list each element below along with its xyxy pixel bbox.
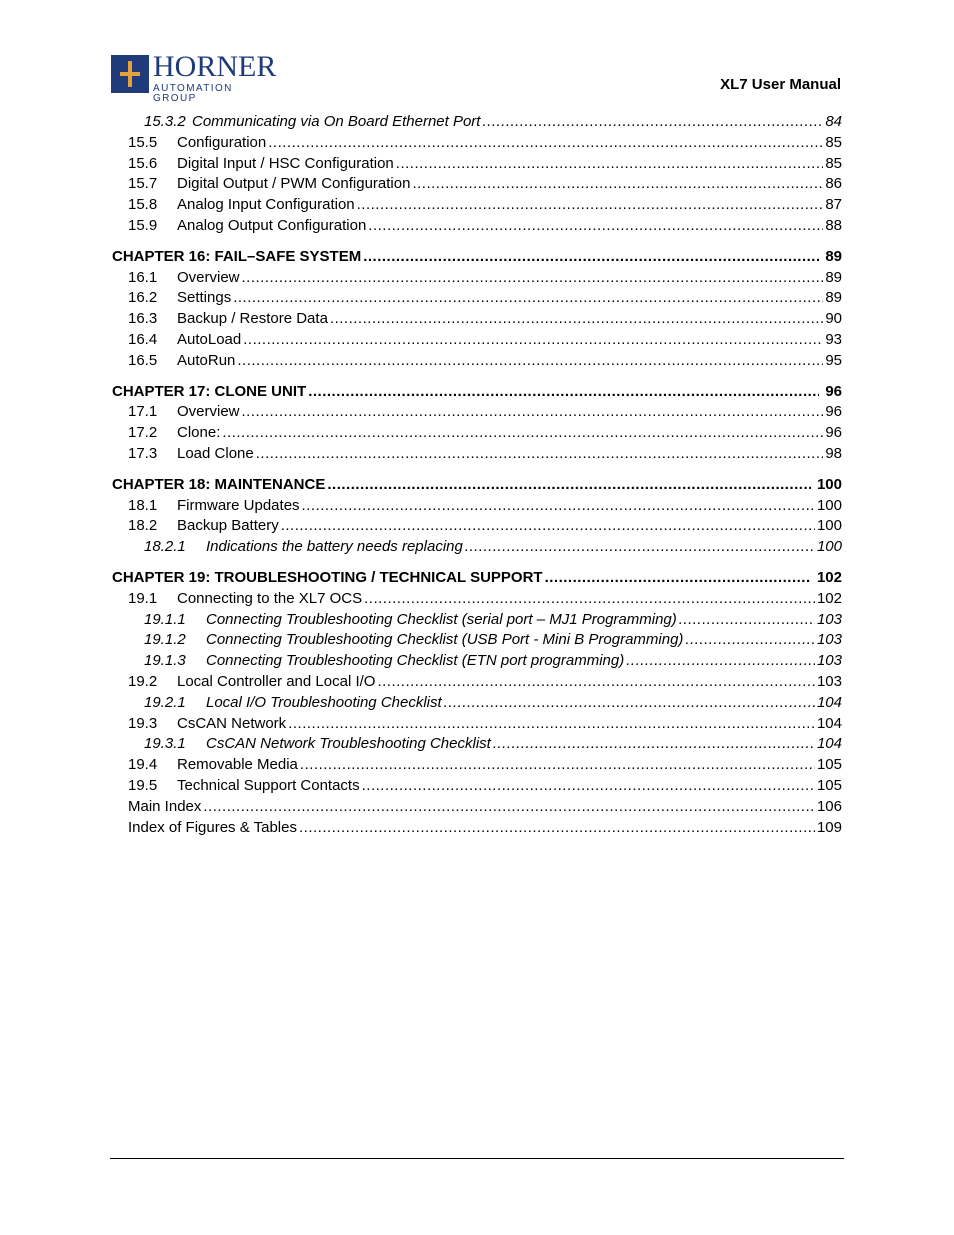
toc-entry[interactable] [112,818,842,839]
toc-page-number: 93 [825,330,842,348]
toc-page-number: 89 [825,289,842,307]
toc-entry-title: CHAPTER 17: CLONE UNIT [112,382,307,400]
toc-entry-number: 17.3 [128,444,158,462]
toc-entry[interactable] [112,330,842,351]
toc-entry-title: Indications the battery needs replacing [206,538,463,556]
toc-entry-title: Backup / Restore Data [177,310,328,328]
toc-entry[interactable] [112,475,842,496]
toc-entry[interactable] [112,537,842,558]
toc-entry[interactable] [112,216,842,237]
toc-entry-number: 17.1 [128,403,158,421]
toc-dot-leader [679,610,815,631]
toc-page-number: 109 [816,818,842,836]
toc-page-number: 106 [816,797,842,815]
toc-page-number: 103 [816,631,842,649]
toc-entry[interactable] [112,195,842,216]
toc-entry-number: 16.4 [128,330,158,348]
toc-entry[interactable] [112,516,842,537]
toc-entry-title: AutoRun [177,351,236,369]
toc-entry-title: CsCAN Network [177,714,287,732]
toc-entry-title: Backup Battery [177,517,279,535]
toc-entry-title: Technical Support Contacts [177,776,360,794]
toc-dot-leader [330,309,823,330]
toc-dot-leader [363,247,819,268]
toc-entry[interactable] [112,755,842,776]
toc-dot-leader [237,351,823,372]
toc-entry[interactable] [112,268,842,289]
toc-dot-leader [685,630,815,651]
toc-entry[interactable] [112,714,842,735]
toc-entry[interactable] [112,444,842,465]
toc-page-number: 86 [825,175,842,193]
toc-entry[interactable] [112,133,842,154]
toc-entry-number: 15.7 [128,175,158,193]
toc-page-number: 102 [816,568,842,586]
footer-divider [110,1158,844,1159]
toc-entry[interactable] [112,382,842,403]
toc-dot-leader [222,423,823,444]
toc-entry-number: 17.2 [128,424,158,442]
toc-entry-title: Connecting to the XL7 OCS [177,589,363,607]
horner-logo [111,50,277,104]
toc-entry-title: CsCAN Network Troubleshooting Checklist [206,735,491,753]
toc-entry-title: Analog Output Configuration [177,216,367,234]
toc-page-number: 105 [816,756,842,774]
toc-page-number: 104 [816,693,842,711]
toc-dot-leader [412,174,823,195]
toc-page-number: 100 [816,517,842,535]
toc-entry[interactable] [112,651,842,672]
toc-entry-number: 18.1 [128,496,158,514]
toc-page-number: 95 [825,351,842,369]
toc-entry-title: Overview [177,403,240,421]
toc-dot-leader [626,651,815,672]
toc-entry-number: 15.3.2 [144,113,186,130]
toc-page-number: 89 [825,247,842,265]
toc-page-number: 88 [825,216,842,234]
toc-entry-number: 19.3.1 [144,735,186,753]
toc-entry-title: Load Clone [177,444,254,462]
toc-entry[interactable] [112,154,842,175]
toc-entry-number: 19.1.3 [144,652,186,670]
toc-entry-number: 19.1 [128,589,158,607]
toc-entry[interactable] [112,734,842,755]
toc-entry[interactable] [112,351,842,372]
toc-dot-leader [545,568,811,589]
logo-mark-icon [111,55,149,93]
toc-entry-title: Index of Figures & Tables [128,818,297,836]
toc-page-number: 104 [816,735,842,753]
toc-dot-leader [242,268,824,289]
toc-dot-leader [465,537,815,558]
toc-entry-title: Clone: [177,424,221,442]
toc-entry-title: Removable Media [177,756,298,774]
toc-entry-title: Digital Input / HSC Configuration [177,154,394,172]
toc-dot-leader [302,496,815,517]
toc-entry[interactable] [112,568,842,589]
toc-dot-leader [368,216,823,237]
toc-entry-number: 18.2.1 [144,538,186,556]
toc-dot-leader [299,818,815,839]
toc-entry-title: Overview [177,268,240,286]
toc-dot-leader [482,112,823,133]
toc-entry-title: Communicating via On Board Ethernet Port [192,113,481,130]
toc-page-number: 85 [825,133,842,151]
toc-page-number: 102 [816,589,842,607]
toc-dot-leader [268,133,823,154]
toc-page-number: 84 [825,113,842,130]
toc-dot-leader [362,776,815,797]
toc-dot-leader [357,195,824,216]
toc-entry-number: 16.5 [128,351,158,369]
toc-dot-leader [327,475,811,496]
toc-dot-leader [243,330,823,351]
toc-entry-number: 15.9 [128,216,158,234]
toc-page-number: 96 [825,382,842,400]
toc-page-number: 100 [816,475,842,493]
logo-subtitle: AUTOMATION GROUP [153,83,233,104]
toc-entry-title: Digital Output / PWM Configuration [177,175,411,193]
toc-page-number: 104 [816,714,842,732]
toc-entry-title: CHAPTER 16: FAIL–SAFE SYSTEM [112,247,362,265]
toc-entry[interactable] [112,797,842,818]
toc-dot-leader [281,516,815,537]
toc-page-number: 100 [816,538,842,556]
toc-entry[interactable] [112,693,842,714]
toc-entry[interactable] [112,496,842,517]
toc-dot-leader [444,693,815,714]
toc-entry-number: 18.2 [128,517,158,535]
toc-entry[interactable] [112,776,842,797]
toc-page-number: 100 [816,496,842,514]
toc-entry-number: 19.1.2 [144,631,186,649]
toc-entry-title: Firmware Updates [177,496,300,514]
toc-entry-title: CHAPTER 19: TROUBLESHOOTING / TECHNICAL SUPPORT [112,568,543,586]
table-of-contents [112,112,842,838]
toc-dot-leader [288,714,815,735]
toc-entry-number: 19.3 [128,714,158,732]
toc-entry-title: AutoLoad [177,330,242,348]
toc-dot-leader [377,672,815,693]
logo-wordmark: HORNER [153,50,277,83]
toc-dot-leader [233,288,823,309]
toc-entry-number: 19.1.1 [144,610,186,628]
toc-page-number: 89 [825,268,842,286]
toc-entry-title: Local I/O Troubleshooting Checklist [206,693,442,711]
toc-dot-leader [256,444,824,465]
toc-entry-number: 16.3 [128,310,158,328]
toc-dot-leader [493,734,815,755]
toc-dot-leader [364,589,815,610]
toc-entry-title: Analog Input Configuration [177,196,355,214]
toc-dot-leader [203,797,815,818]
toc-entry[interactable] [112,309,842,330]
toc-entry-title: Connecting Troubleshooting Checklist (USB Port - Mini B Programming) [206,631,684,649]
toc-entry-number: 19.2 [128,672,158,690]
toc-entry-number: 15.6 [128,154,158,172]
toc-dot-leader [300,755,815,776]
toc-page-number: 105 [816,776,842,794]
toc-page-number: 103 [816,610,842,628]
toc-entry-title: Connecting Troubleshooting Checklist (ETN port programming) [206,652,625,670]
toc-entry[interactable] [112,174,842,195]
toc-entry[interactable] [112,672,842,693]
toc-page-number: 103 [816,672,842,690]
toc-entry[interactable] [112,423,842,444]
toc-entry[interactable] [112,610,842,631]
toc-page-number: 85 [825,154,842,172]
toc-entry[interactable] [112,630,842,651]
toc-page-number: 87 [825,196,842,214]
toc-entry[interactable] [112,247,842,268]
toc-entry-number: 15.5 [128,133,158,151]
toc-page-number: 103 [816,652,842,670]
toc-entry-title: CHAPTER 18: MAINTENANCE [112,475,326,493]
toc-entry[interactable] [112,589,842,610]
toc-entry[interactable] [112,112,842,133]
toc-entry-number: 15.8 [128,196,158,214]
toc-entry-title: Settings [177,289,232,307]
toc-entry-title: Connecting Troubleshooting Checklist (serial port – MJ1 Programming) [206,610,677,628]
toc-entry-number: 19.2.1 [144,693,186,711]
toc-page-number: 98 [825,444,842,462]
toc-dot-leader [242,402,824,423]
toc-entry-title: Local Controller and Local I/O [177,672,376,690]
toc-page-number: 96 [825,424,842,442]
toc-dot-leader [308,382,819,403]
toc-page-number: 96 [825,403,842,421]
toc-entry-title: Configuration [177,133,267,151]
toc-entry[interactable] [112,402,842,423]
toc-entry[interactable] [112,288,842,309]
toc-entry-number: 16.2 [128,289,158,307]
toc-entry-number: 19.5 [128,776,158,794]
toc-entry-number: 16.1 [128,268,158,286]
toc-dot-leader [396,154,824,175]
toc-page-number: 90 [825,310,842,328]
toc-entry-title: Main Index [128,797,202,815]
document-title: XL7 User Manual [720,76,841,93]
toc-entry-number: 19.4 [128,756,158,774]
